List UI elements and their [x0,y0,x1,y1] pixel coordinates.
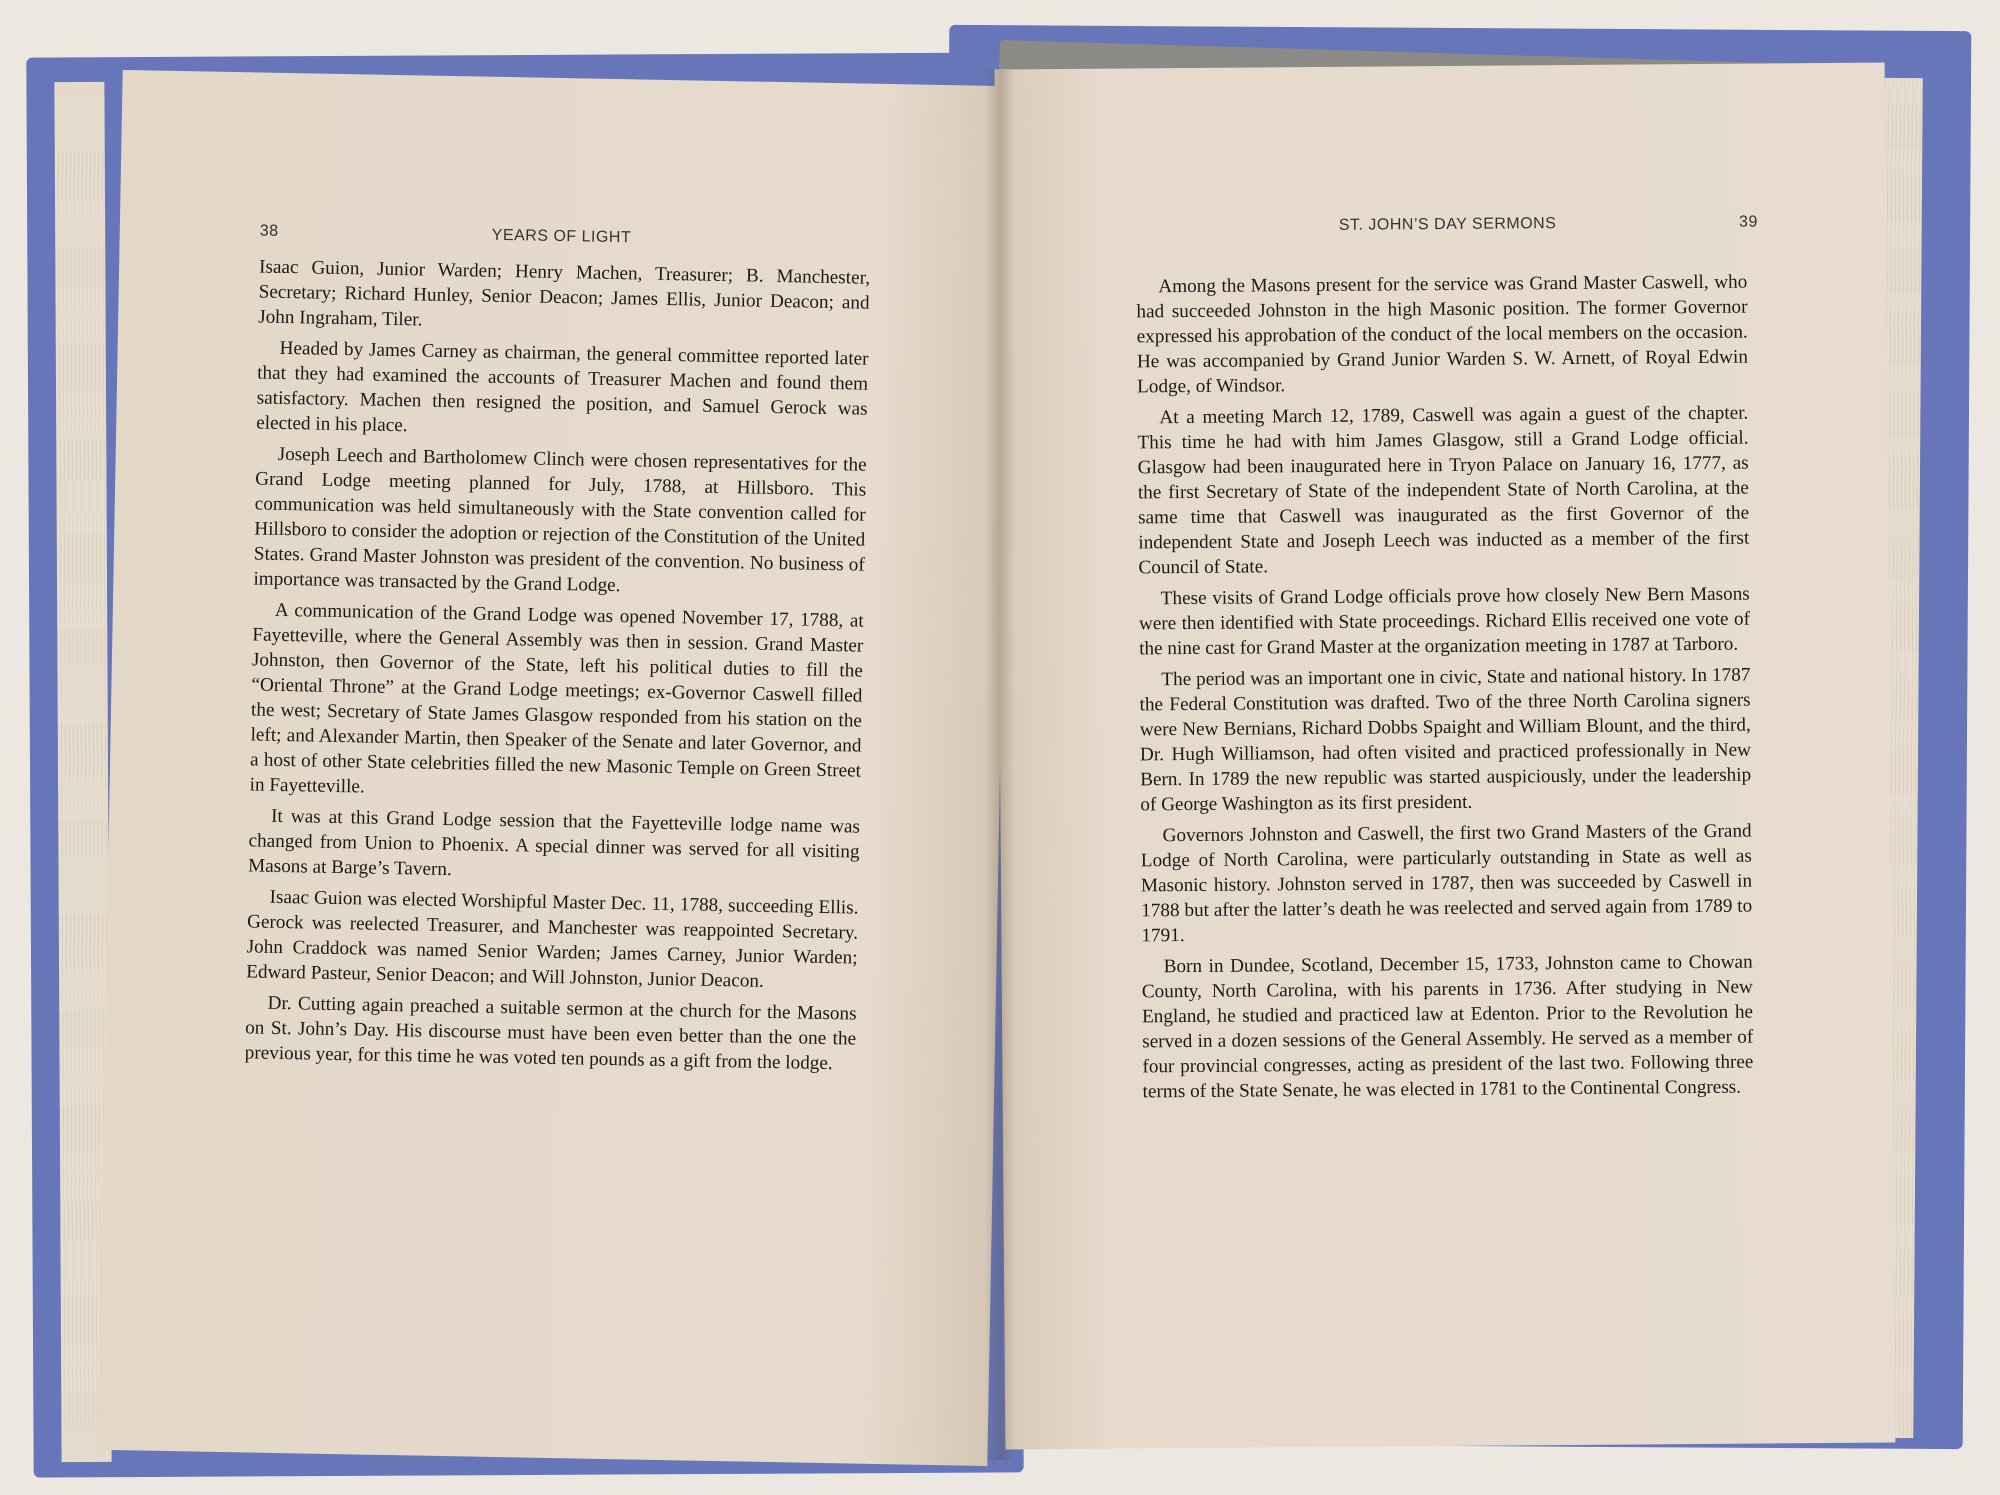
paragraph: Isaac Guion, Junior Warden; Henry Machen, Treasurer; B. Manchester, Secretary; Richard Hunley, Senior Deacon; James Ellis, Junior Deacon; and John Ingraham, Tiler. [258,256,871,331]
paragraph: It was at this Grand Lodge session that the Fayetteville lodge name was changed from Union to Phoenix. A special dinner was served for all visiting Masons at Barge’s Tavern. [247,805,861,881]
paragraph: Among the Masons present for the service was Grand Master Caswell, who had succeeded Johnston in the high Masonic position. The former Governor expressed his approbation of the conduct of the local members on the occasion. He was accompanied by Grand Junior Warden S. W. Arnett, of Royal Edwin Lodge, of Windsor. [1136,271,1748,398]
body-text [244,254,870,1082]
paragraph: Isaac Guion was elected Worshipful Master Dec. 11, 1788, succeeding Ellis. Gerock was reelected Treasurer, and Manchester was reappointed Secretary. John Craddock was named Senior Warden; James Carney, Junior Warden; Edward Pasteur, Senior Deacon; and Will Johnston, Junior Deacon. [246,886,859,992]
running-head [120,220,1010,260]
paragraph: Governors Johnston and Caswell, the first two Grand Masters of the Grand Lodge of North Carolina, were particularly outstanding in State as well as Masonic history. Johnston served in 1787, then was succeeded by Caswell in 1788 but after the latter’s death he was reelected and served again from 1789 to 1791. [1140,820,1753,947]
paragraph: Joseph Leech and Bartholomew Clinch were chosen representatives for the Grand Lodge meeting planned for July, 1788, at Hillsboro. This communication was held simultaneously with the State convention called for Hillsboro to consider the adoption or rejection of the Constitution of the United States. Grand Master Johnston was president of the convention. No business of importance was transacted by the Grand Lodge. [253,443,867,597]
running-head-title: ST. JOHN’S DAY SERMONS [1338,215,1557,234]
book-gutter-shadow [985,70,1015,1460]
paragraph: Dr. Cutting again preached a suitable sermon at the church for the Masons on St. John’s Day. His discourse must have been even better than the one the previous year, for this time he was voted ten pounds as a gift from the lodge. [244,992,857,1075]
paragraph: A communication of the Grand Lodge was opened November 17, 1788, at Fayetteville, where the General Assembly was then in session. Grand Master Johnston, then Governor of the State, left his political duties to fill the “Oriental Throne” at the Grand Lodge meetings; ex-Governor Caswell filled the west; Secretary of State James Glasgow responded from his station on the left; and Alexander Martin, then Speaker of the Senate and later Governor, and a host of other State celebrities filled the new Masonic Temple on Green Street in Fayetteville. [249,599,864,798]
page-number: 38 [259,222,279,240]
page-38 [97,70,1012,1466]
page-39 [995,63,1896,1450]
paragraph: Headed by James Carney as chairman, the general committee reported later that they had examined the accounts of Treasurer Machen and found them satisfactory. Machen then resigned the position, and Samuel Gerock was elected in his place. [256,337,869,437]
running-head [996,213,1886,244]
paragraph: The period was an important one in civic, State and national history. In 1787 the Federal Constitution was drafted. Two of the three North Carolina signers were New Bernians, Richard Dobbs Spaight and William Blount, and the third, Dr. Hugh Williamson, had often visited and practiced professionally in New Bern. In 1789 the new republic was started auspiciously, under the leadership of George Washington as its first president. [1139,664,1752,816]
running-head-title: YEARS OF LIGHT [491,226,632,247]
body-text [1136,270,1754,1111]
paragraph: These visits of Grand Lodge officials prove how closely New Bern Masons were then identified with State proceedings. Richard Ellis received one vote of the nine cast for Grand Master at the organization meeting in 1787 at Tarboro. [1138,583,1751,660]
paragraph: Born in Dundee, Scotland, December 15, 1733, Johnston came to Chowan County, North Carolina, with his parents in 1736. After studying in New England, he studied and practiced law at Edenton. Prior to the Revolution he served in a dozen sessions of the General Assembly. He served as a member of four provincial congresses, acting as president of the last two. Following three terms of the State Senate, he was elected in 1781 to the Continental Congress. [1141,951,1754,1103]
paragraph: At a meeting March 12, 1789, Caswell was again a guest of the chapter. This time he had with him James Glasgow, still a Grand Lodge official. Glasgow had been inaugurated here in Tryon Palace on January 16, 1777, as the first Secretary of State of the independent State of North Carolina, at the same time that Caswell was inaugurated as the first Governor of the independent State and Joseph Leech was inducted as a member of the first Council of State. [1137,402,1750,579]
page-number: 39 [1738,213,1758,231]
